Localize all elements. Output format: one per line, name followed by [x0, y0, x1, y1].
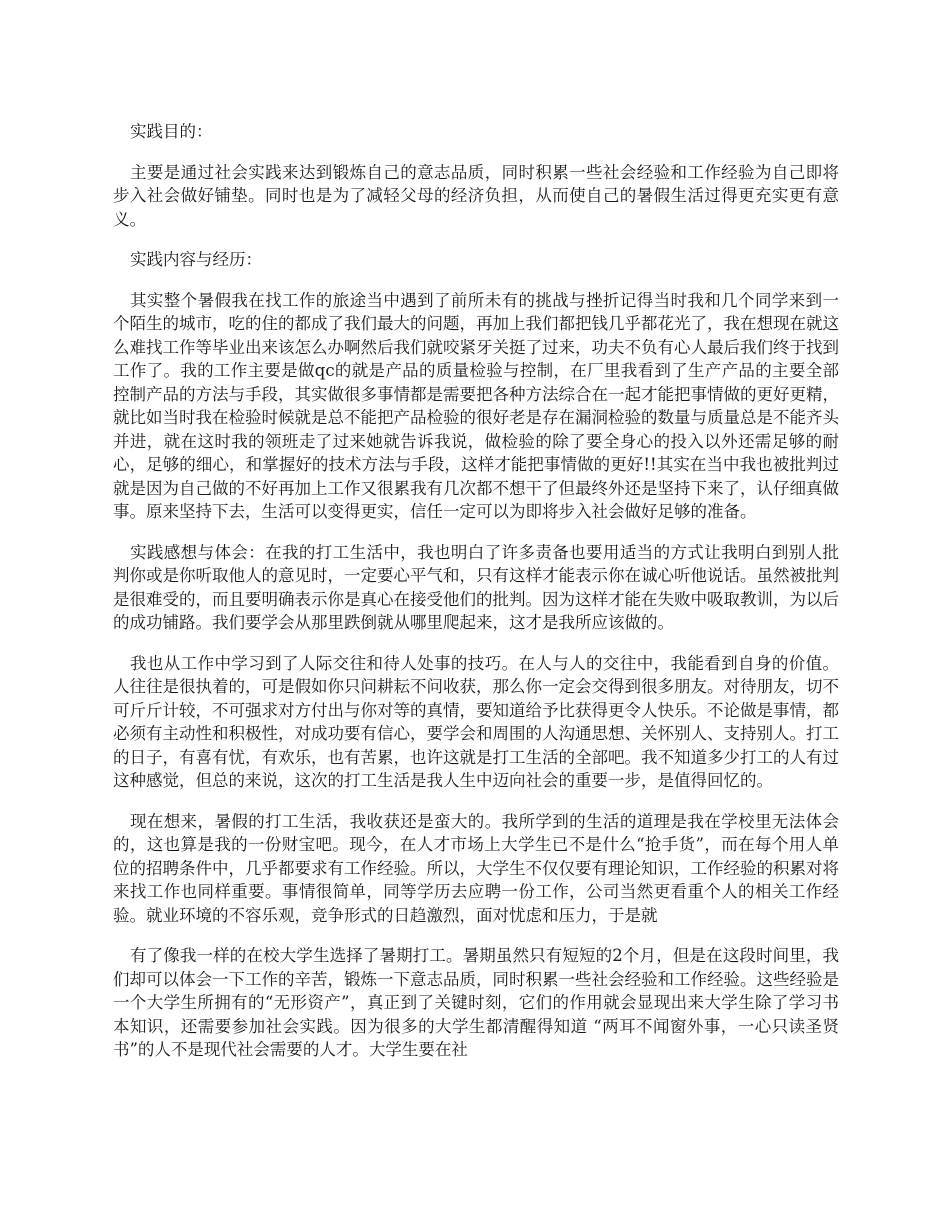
paragraph-summer-work: 有了像我一样的在校大学生选择了暑期打工。暑期虽然只有短短的2个月，但是在这段时间里，我们却可以体会一下工作的辛苦，锻炼一下意志品质，同时积累一些社会经验和工作经验。这些经验是一个大学生所拥有的“无形资产”，真正到了关键时刻，它们的作用就会显现出来大学生除了学习书本知识，还需要参加社会实践。因为很多的大学生都清醒得知道 “两耳不闻窗外事，一心只读圣贤书”的人不是现代社会需要的人才。大学生要在社	[113, 946, 839, 1059]
paragraph-reflections: 实践感想与体会：在我的打工生活中，我也明白了许多责备也要用适当的方式让我明白到别人批判你或是你听取他人的意见时，一定要心平气和，只有这样才能表示你在诚心听他说话。虽然被批判是很难受的，而且要明确表示你是真心在接受他们的批判。因为这样才能在失败中吸取教训，为以后的成功铺路。我们要学会从那里跌倒就从哪里爬起来，这才是我所应该做的。	[113, 542, 839, 632]
paragraph-gains: 现在想来，暑假的打工生活，我收获还是蛮大的。我所学到的生活的道理是我在学校里无法体会的，这也算是我的一份财宝吧。现今，在人才市场上大学生已不是什么“抢手货”，而在每个用人单位的招聘条件中，几乎都要求有工作经验。所以，大学生不仅仅要有理论知识，工作经验的积累对将来找工作也同样重要。事情很简单，同等学历去应聘一份工作，公司当然更看重个人的相关工作经验。就业环境的不容乐观，竞争形式的日趋激烈，面对忧虑和压力，于是就	[113, 811, 839, 925]
paragraph-interpersonal-skills: 我也从工作中学习到了人际交往和待人处事的技巧。在人与人的交往中，我能看到自身的价值。人往往是很执着的，可是假如你只问耕耘不问收获，那么你一定会交得到很多朋友。对待朋友，切不可斤斤计较，不可强求对方付出与你对等的真情，要知道给予比获得更令人快乐。不论做是事情，都必须有主动性和积极性，对成功要有信心，要学会和周围的人沟通思想、关怀别人、支持别人。打工的日子，有喜有忧，有欢乐，也有苦累，也许这就是打工生活的全部吧。我不知道多少打工的人有过这种感觉，但总的来说，这次的打工生活是我人生中迈向社会的重要一步，是值得回忆的。	[113, 653, 839, 790]
heading-practice-content: 实践内容与经历：	[130, 250, 262, 269]
paragraph-experience: 其实整个暑假我在找工作的旅途当中遇到了前所未有的挑战与挫折记得当时我和几个同学来到一个陌生的城市，吃的住的都成了我们最大的问题，再加上我们都把钱几乎都花光了，我在想现在就这么难找工作等毕业出来该怎么办啊然后我们就咬紧牙关挺了过来，功夫不负有心人最后我们终于找到工作了。我的工作主要是做qc的就是产品的质量检验与控制，在厂里我看到了生产产品的主要全部控制产品的方法与手段，其实做很多事情都是需要把各种方法综合在一起才能把事情做的更好更精，就比如当时我在检验时候就是总不能把产品检验的很好老是存在漏洞检验的数量与质量总是不能齐头并进，就在这时我的领班走了过来她就告诉我说，做检验的除了要全身心的投入以外还需足够的耐心，足够的细心，和掌握好的技术方法与手段，这样才能把事情做的更好!!其实在当中我也被批判过就是因为自己做的不好再加上工作又很累我有几次都不想干了但最终外还是坚持下来了，认仔细真做事。原来坚持下去，生活可以变得更实，信任一定可以为即将步入社会做好足够的准备。	[113, 290, 839, 521]
heading-practice-purpose: 实践目的：	[130, 122, 213, 141]
document-page	[113, 120, 839, 1079]
paragraph-purpose: 主要是通过社会实践来达到锻炼自己的意志品质，同时积累一些社会经验和工作经验为自己即将步入社会做好铺垫。同时也是为了减轻父母的经济负担，从而使自己的暑假生活过得更充实更有意义。	[113, 162, 839, 229]
